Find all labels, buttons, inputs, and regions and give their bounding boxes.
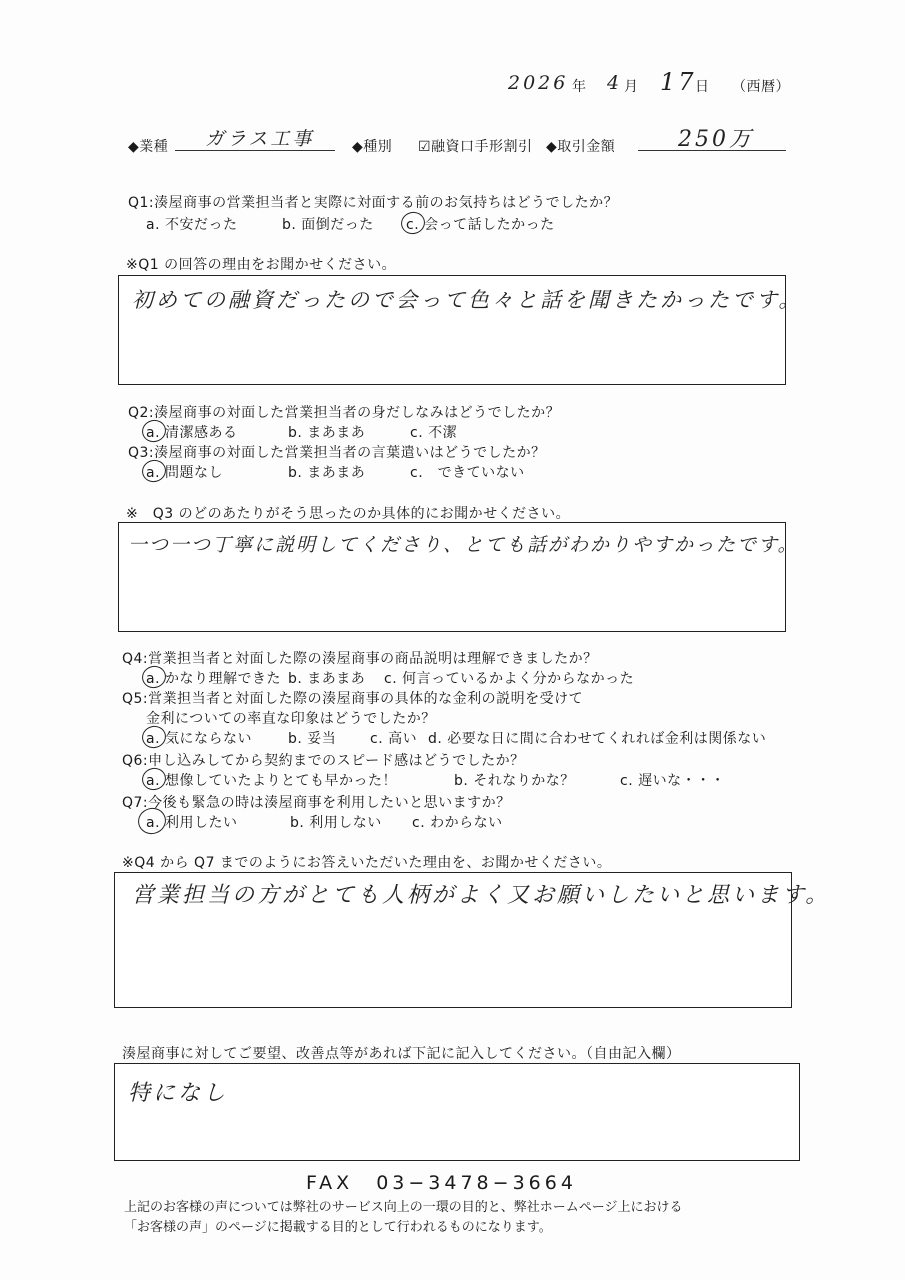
q7-option-a: a. 利用したい	[146, 815, 238, 831]
q2-option-c: c. 不潔	[410, 425, 458, 441]
q4-option-c: c. 何言っているかよく分からなかった	[384, 671, 635, 687]
q3-reason-prompt: ※ Q3 のどのあたりがそう思ったのか具体的にお聞かせください。	[126, 506, 571, 522]
q4-option-b: b. まあまあ	[288, 671, 366, 687]
q1-question: Q1:湊屋商事の営業担当者と実際に対面する前のお気持ちはどうでしたか？	[128, 195, 619, 211]
q6-question: Q6:申し込みしてから契約までのスピード感はどうでしたか？	[122, 753, 525, 769]
q3-option-b: b. まあまあ	[288, 465, 366, 481]
q7-question: Q7:今後も緊急の時は湊屋商事を利用したいと思いますか？	[122, 795, 511, 811]
q6-option-c: c. 遅いな・・・	[620, 773, 726, 789]
q7-option-b: b. 利用しない	[290, 815, 382, 831]
date-day-label: 日	[695, 79, 710, 95]
q5-option-a: a. 気にならない	[146, 731, 252, 747]
date-year: 2026	[508, 72, 569, 94]
q2-option-b: b. まあまあ	[288, 425, 366, 441]
industry-underline	[175, 150, 335, 151]
amount-value: 250万	[678, 127, 754, 152]
q47-reason-prompt: ※Q4 から Q7 までのようにお答えいただいた理由を、お聞かせください。	[122, 855, 612, 871]
q4-option-a: a. かなり理解できた	[146, 671, 281, 687]
industry-value: ガラス工事	[205, 128, 315, 150]
type-options: ☑融資口手形割引	[418, 139, 533, 155]
q3-reason-answer: 一つ一つ丁寧に説明してくださり、とても話がわかりやすかったです。	[128, 534, 799, 556]
q5-option-d: d. 必要な日に間に合わせてくれれば金利は関係ない	[428, 731, 767, 747]
type-label: ◆種別	[352, 139, 393, 155]
date-month: 4	[607, 72, 623, 94]
q47-reason-answer: 営業担当の方がとても人柄がよく又お願いしたいと思います。	[132, 883, 831, 908]
q6-option-a: a. 想像していたよりとても早かった！	[146, 773, 397, 789]
q1-reason-answer: 初めての融資だったので会って色々と話を聞きたかったです。	[132, 288, 803, 312]
footer-line-1: 上記のお客様の声については弊社のサービス向上の一環の目的と、弊社ホームページ上における	[124, 1200, 683, 1215]
amount-label: ◆取引金額	[546, 139, 616, 155]
q5-question-line1: Q5:営業担当者と対面した際の湊屋商事の具体的な金利の説明を受けて	[122, 691, 584, 707]
q1-option-b: b. 面倒だった	[282, 217, 374, 233]
q3-option-a: a. 問題なし	[146, 465, 223, 481]
free-prompt: 湊屋商事に対してご要望、改善点等があれば下記に記入してください。（自由記入欄）	[122, 1046, 681, 1062]
footer-line-2: 「お客様の声」のページに掲載する目的として行われるものになります。	[124, 1220, 552, 1235]
q1-option-a: a. 不安だった	[146, 217, 238, 233]
q5-option-b: b. 妥当	[288, 731, 337, 747]
q5-question-line2: 金利についての率直な印象はどうでしたか？	[146, 711, 436, 727]
q5-option-c: c. 高い	[370, 731, 418, 747]
q1-option-c: c. 会って話したかった	[406, 217, 555, 233]
industry-label: ◆業種	[128, 139, 169, 155]
q4-question: Q4:営業担当者と対面した際の湊屋商事の商品説明は理解できましたか？	[122, 651, 598, 667]
date-era: （西暦）	[732, 79, 790, 95]
q1-reason-prompt: ※Q1 の回答の理由をお聞かせください。	[126, 257, 397, 273]
q3-question: Q3:湊屋商事の対面した営業担当者の言葉遣いはどうでしたか？	[128, 445, 546, 461]
q7-option-c: c. わからない	[412, 815, 503, 831]
date-day: 17	[660, 68, 697, 96]
q2-question: Q2:湊屋商事の対面した営業担当者の身だしなみはどうでしたか？	[128, 405, 561, 421]
fax-number: FAX 03−3478−3664	[306, 1172, 577, 1194]
q3-option-c: c. できていない	[410, 465, 525, 481]
free-answer: 特になし	[128, 1081, 229, 1106]
q6-option-b: b. それなりかな？	[454, 773, 575, 789]
q2-option-a: a. 清潔感ある	[146, 425, 238, 441]
date-month-label: 月	[624, 79, 639, 95]
date-year-label: 年	[572, 79, 587, 95]
amount-underline	[638, 150, 786, 151]
